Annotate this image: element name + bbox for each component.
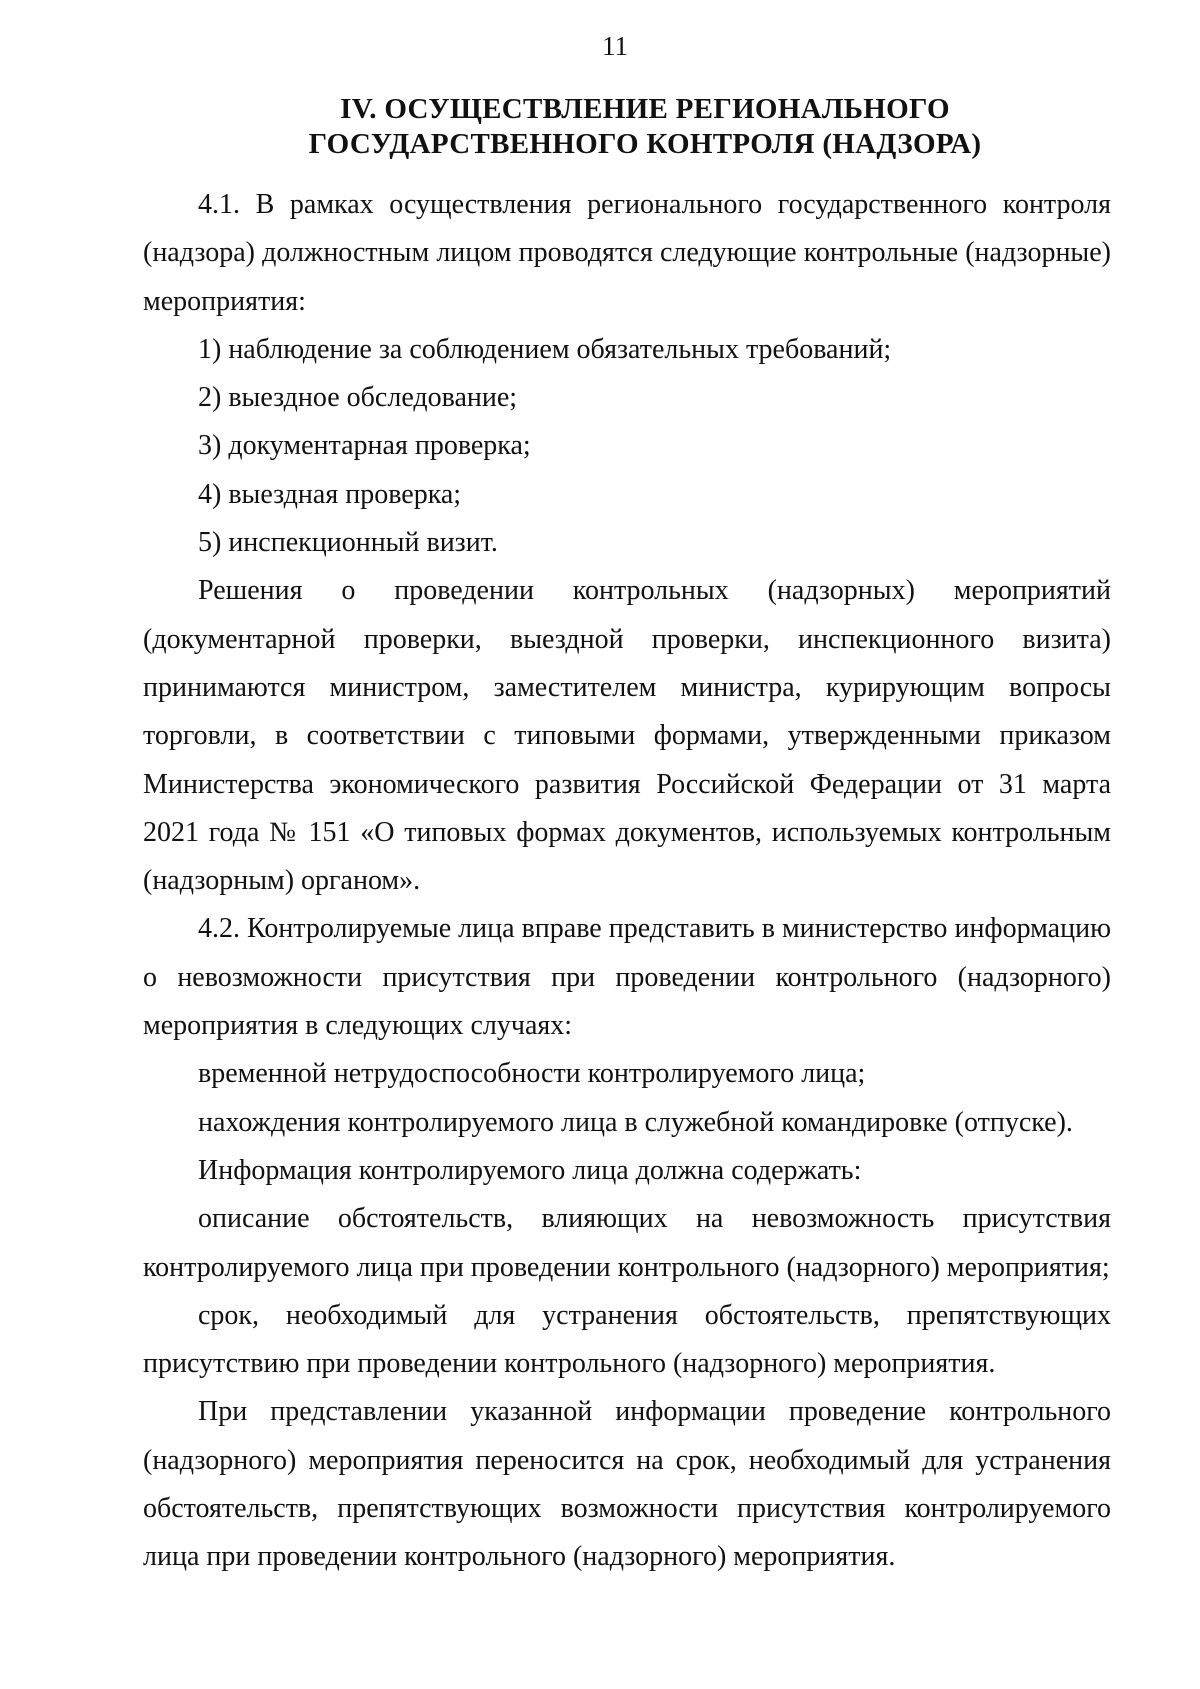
section-heading [140,92,1110,162]
paragraph-term: срок, необходимый для устранения обстоятельств, препятствующих присутствию при проведении контрольного (надзорного) мероприятия. [143,1299,1111,1380]
list-item-2: 2) выездное обследование; [198,382,518,414]
paragraph-postponement: При представлении указанной информации проведение контрольного (надзорного) мероприятия переносится на срок, необходимый для устранения обстоятельств, препятствующих возможности присутствия контролируемого лица при проведении контрольного (надзорного) мероприятия. [143,1396,1111,1573]
case-item-2: нахождения контролируемого лица в служебной командировке (отпуске). [198,1106,1073,1138]
list-item-4: 4) выездная проверка; [198,478,462,510]
paragraph-4-2: 4.2. Контролируемые лица вправе представить в министерство информацию о невозможности присутствия при проведении контрольного (надзорного) мероприятия в следующих случаях: [143,913,1111,1042]
list-item-5: 5) инспекционный визит. [198,527,498,559]
document-body [143,181,1111,1582]
case-item-1: временной нетрудоспособности контролируемого лица; [198,1058,866,1090]
paragraph-decisions: Решения о проведении контрольных (надзорных) мероприятий (документарной проверки, выездной проверки, инспекционного визита) принимаются министром, заместителем министра, курирующим вопросы торговли, в соответствии с типовыми формами, утвержденными приказом Министерства экономического развития Российской Федерации от 31 марта 2021 года № 151 «О типовых формах документов, используемых контрольным (надзорным) органом». [143,575,1111,897]
list-item-1: 1) наблюдение за соблюдением обязательных требований; [198,333,892,365]
section-heading-line-2: ГОСУДАРСТВЕННОГО КОНТРОЛЯ (НАДЗОРА) [308,128,982,160]
paragraph-description: описание обстоятельств, влияющих на невозможность присутствия контролируемого лица при проведении контрольного (надзорного) мероприятия; [143,1203,1111,1283]
paragraph-info-contents: Информация контролируемого лица должна содержать: [198,1154,862,1186]
paragraph-4-1: 4.1. В рамках осуществления регионального государственного контроля (надзора) должностным лицом проводятся следующие контрольные (надзорные) мероприятия: [143,189,1111,317]
list-item-3: 3) документарная проверка; [198,430,531,462]
section-heading-line-1: IV. ОСУЩЕСТВЛЕНИЕ РЕГИОНАЛЬНОГО [340,93,950,125]
page-number: 11 [602,31,628,61]
